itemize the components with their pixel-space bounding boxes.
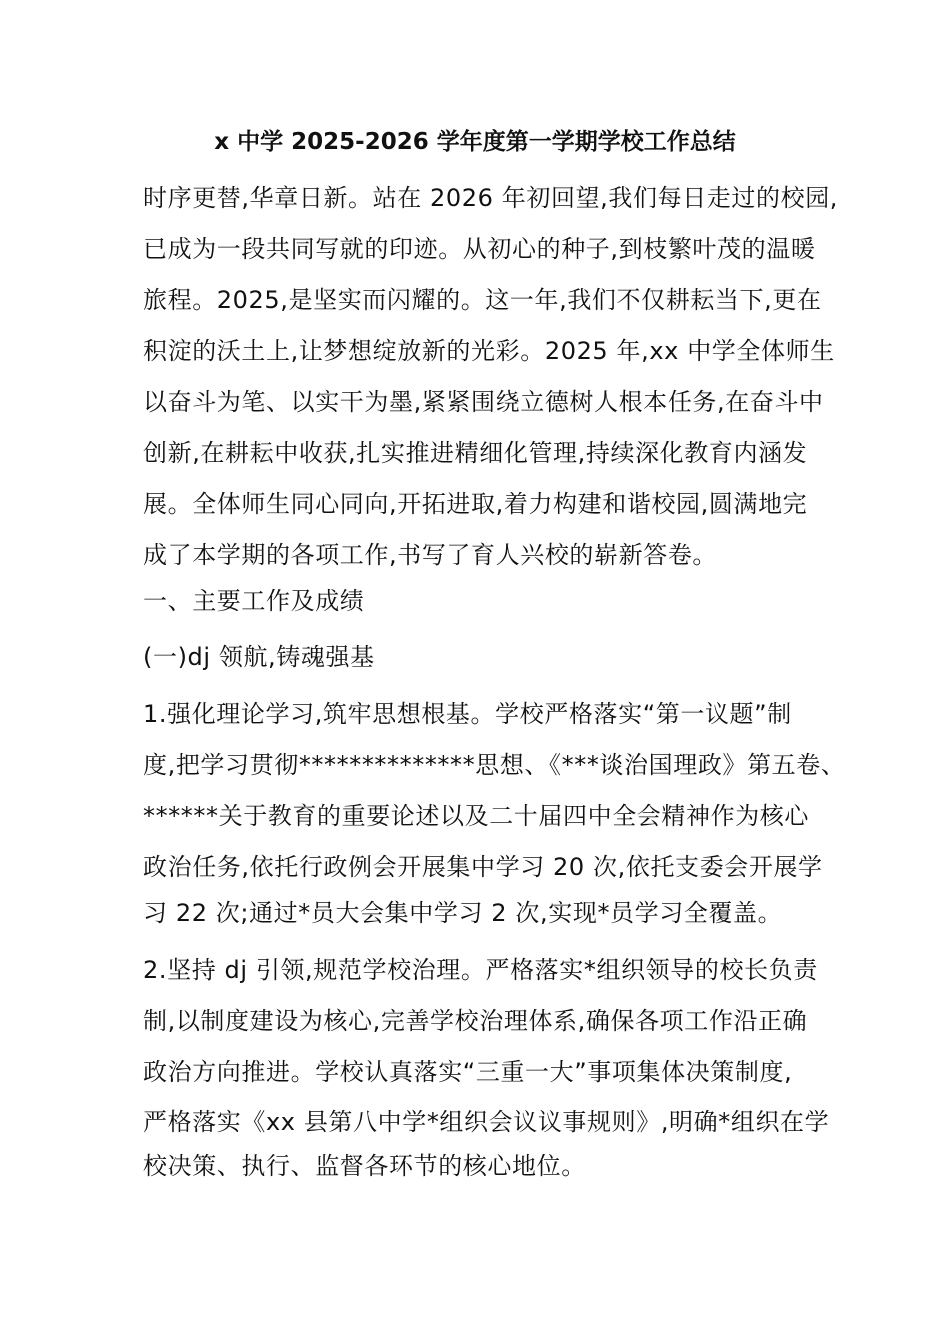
document-title: x 中学 2025-2026 学年度第一学期学校工作总结 [214, 129, 736, 155]
text-line: 政治任务,依托行政例会开展集中学习 20 次,依托支委会开展学 [143, 853, 823, 881]
text-line: 展。全体师生同心同向,开拓进取,着力构建和谐校园,圆满地完 [143, 490, 808, 518]
subsection-heading: (一)dj 领航,铸魂强基 [143, 643, 375, 671]
text-line: ******关于教育的重要论述以及二十届四中全会精神作为核心 [143, 802, 809, 830]
text-line: 创新,在耕耘中收获,扎实推进精细化管理,持续深化教育内涵发 [143, 439, 808, 467]
text-line: 2.坚持 dj 引领,规范学校治理。严格落实*组织领导的校长负责 [143, 956, 818, 984]
text-line: 旅程。2025,是坚实而闪耀的。这一年,我们不仅耕耘当下,更在 [143, 286, 822, 314]
section-heading: 一、主要工作及成绩 [143, 587, 365, 615]
text-line: 已成为一段共同写就的印迹。从初心的种子,到枝繁叶茂的温暖 [143, 235, 816, 263]
text-line: 成了本学期的各项工作,书写了育人兴校的崭新答卷。 [143, 541, 718, 569]
text-line: 1.强化理论学习,筑牢思想根基。学校严格落实“第一议题”制 [143, 700, 792, 728]
text-line: 时序更替,华章日新。站在 2026 年初回望,我们每日走过的校园, [143, 184, 839, 212]
text-line: 以奋斗为笔、以实干为墨,紧紧围绕立德树人根本任务,在奋斗中 [143, 388, 824, 416]
text-line: 制,以制度建设为核心,完善学校治理体系,确保各项工作沿正确 [143, 1007, 808, 1035]
text-line: 严格落实《xx 县第八中学*组织会议议事规则》,明确*组织在学 [143, 1108, 830, 1136]
text-line: 习 22 次;通过*员大会集中学习 2 次,实现*员学习全覆盖。 [143, 899, 783, 927]
text-line: 校决策、执行、监督各环节的核心地位。 [143, 1152, 586, 1180]
text-line: 政治方向推进。学校认真落实“三重一大”事项集体决策制度, [143, 1058, 793, 1086]
text-line: 度,把学习贯彻**************思想、《***谈治国理政》第五卷、 [143, 751, 846, 779]
text-line: 积淀的沃土上,让梦想绽放新的光彩。2025 年,xx 中学全体师生 [143, 337, 835, 365]
